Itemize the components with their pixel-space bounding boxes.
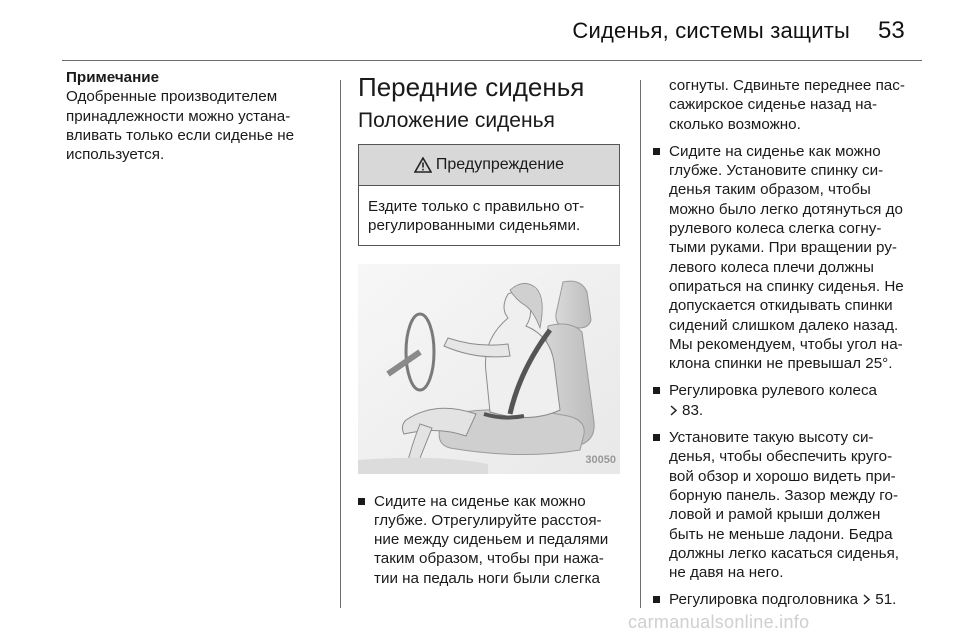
note-line: Одобренные производителем — [66, 88, 278, 106]
square-bullet-icon — [653, 434, 660, 441]
bullet-line: клона спинки не превышал 25°. — [669, 355, 893, 373]
square-bullet-icon — [653, 387, 660, 394]
column-divider-1 — [340, 80, 341, 608]
square-bullet-icon — [653, 148, 660, 155]
reference-page: 83. — [682, 401, 704, 419]
page-number: 53 — [878, 17, 905, 44]
bullet-line-with-reference — [669, 590, 925, 609]
continuation-line: сажирское сиденье назад на- — [669, 96, 878, 114]
bullet-line: таким образом, чтобы при нажа- — [374, 550, 604, 568]
column-3 — [653, 76, 925, 610]
warning-box — [358, 144, 620, 246]
warning-heading: Предупреждение — [435, 156, 565, 174]
bullet-line: Сидите на сиденье как можно — [669, 142, 881, 160]
column-divider-2 — [640, 80, 641, 608]
reference-page: 51. — [875, 591, 897, 609]
column-1 — [66, 68, 328, 164]
square-bullet-icon — [358, 498, 365, 505]
cross-reference-link[interactable] — [862, 591, 896, 608]
cross-reference-link[interactable] — [669, 401, 925, 420]
warning-header — [359, 145, 619, 186]
bullet-line: глубже. Отрегулируйте расстоя- — [374, 511, 602, 529]
column-2 — [358, 72, 622, 588]
bullet-line: быть не меньше ладони. Бедра — [669, 525, 893, 543]
warning-body — [359, 186, 619, 245]
bullet-line: не давя на него. — [669, 564, 784, 582]
bullet-line: опираться на спинку сиденья. Не — [669, 277, 904, 295]
reference-arrow-icon — [862, 594, 871, 605]
list-item — [653, 381, 925, 420]
note-line: принадлежности можно устана- — [66, 107, 291, 125]
bullet-line: глубже. Установите спинку си- — [669, 162, 884, 180]
bullet-text: Регулировка подголовника — [669, 591, 859, 609]
bullet-line: тии на педаль ноги были слегка — [374, 569, 600, 587]
subsection-title: Положение сиденья — [358, 109, 555, 132]
bullet-line: должны легко касаться сиденья, — [669, 544, 900, 562]
bullet-line: денья таким образом, чтобы — [669, 181, 871, 199]
reference-arrow-icon — [669, 405, 678, 416]
note-line: вливать только если сиденье не — [66, 126, 295, 144]
bullet-line: тыми руками. При вращении ру- — [669, 239, 897, 257]
bullet-line: Установите такую высоту си- — [669, 429, 874, 447]
square-bullet-icon — [653, 596, 660, 603]
bullet-line: левого колеса плечи должны — [669, 258, 874, 276]
section-title: Передние сиденья — [358, 72, 585, 102]
figure-number: 30050 — [585, 454, 616, 467]
seat-position-illustration — [358, 264, 620, 474]
warning-line: регулированными сиденьями. — [368, 217, 581, 235]
bullet-line: борную панель. Зазор между го- — [669, 486, 899, 504]
watermark: carmanualsonline.info — [628, 612, 810, 632]
bullet-line: вой обзор и хорошо видеть при- — [669, 467, 896, 485]
note-heading: Примечание — [66, 69, 160, 86]
bullet-line: Сидите на сиденье как можно — [374, 492, 586, 510]
bullet-line: ние между сиденьем и педалями — [374, 531, 609, 549]
list-item — [358, 492, 622, 588]
bullet-line: рулевого колеса слегка согну- — [669, 220, 882, 238]
note-line: используется. — [66, 146, 165, 164]
bullet-line: Регулировка рулевого колеса — [669, 382, 877, 400]
warning-line: Ездите только с правильно от- — [368, 198, 585, 215]
bullet-line: ловой и рамой крыши должен — [669, 506, 881, 524]
header-divider — [62, 60, 922, 61]
list-item — [653, 428, 925, 582]
driver-seat-figure — [358, 264, 620, 474]
continuation-line: сколько возможно. — [669, 115, 801, 133]
warning-triangle-icon — [414, 157, 432, 173]
bullet-line: допускается откидывать спинки — [669, 297, 893, 315]
list-item — [653, 590, 925, 609]
bullet-list — [358, 492, 622, 588]
bullet-line: Мы рекомендуем, чтобы угол на- — [669, 335, 903, 353]
bullet-list — [653, 142, 925, 610]
continuation-text — [653, 76, 925, 134]
list-item — [653, 142, 925, 374]
page-header-title: Сиденья, системы защиты — [572, 18, 850, 43]
bullet-line: денья, чтобы обеспечить круго- — [669, 448, 893, 466]
continuation-line: согнуты. Сдвиньте переднее пас- — [669, 77, 905, 94]
bullet-line: сидений слишком далеко назад. — [669, 316, 899, 334]
bullet-line: можно было легко дотянуться до — [669, 200, 903, 218]
